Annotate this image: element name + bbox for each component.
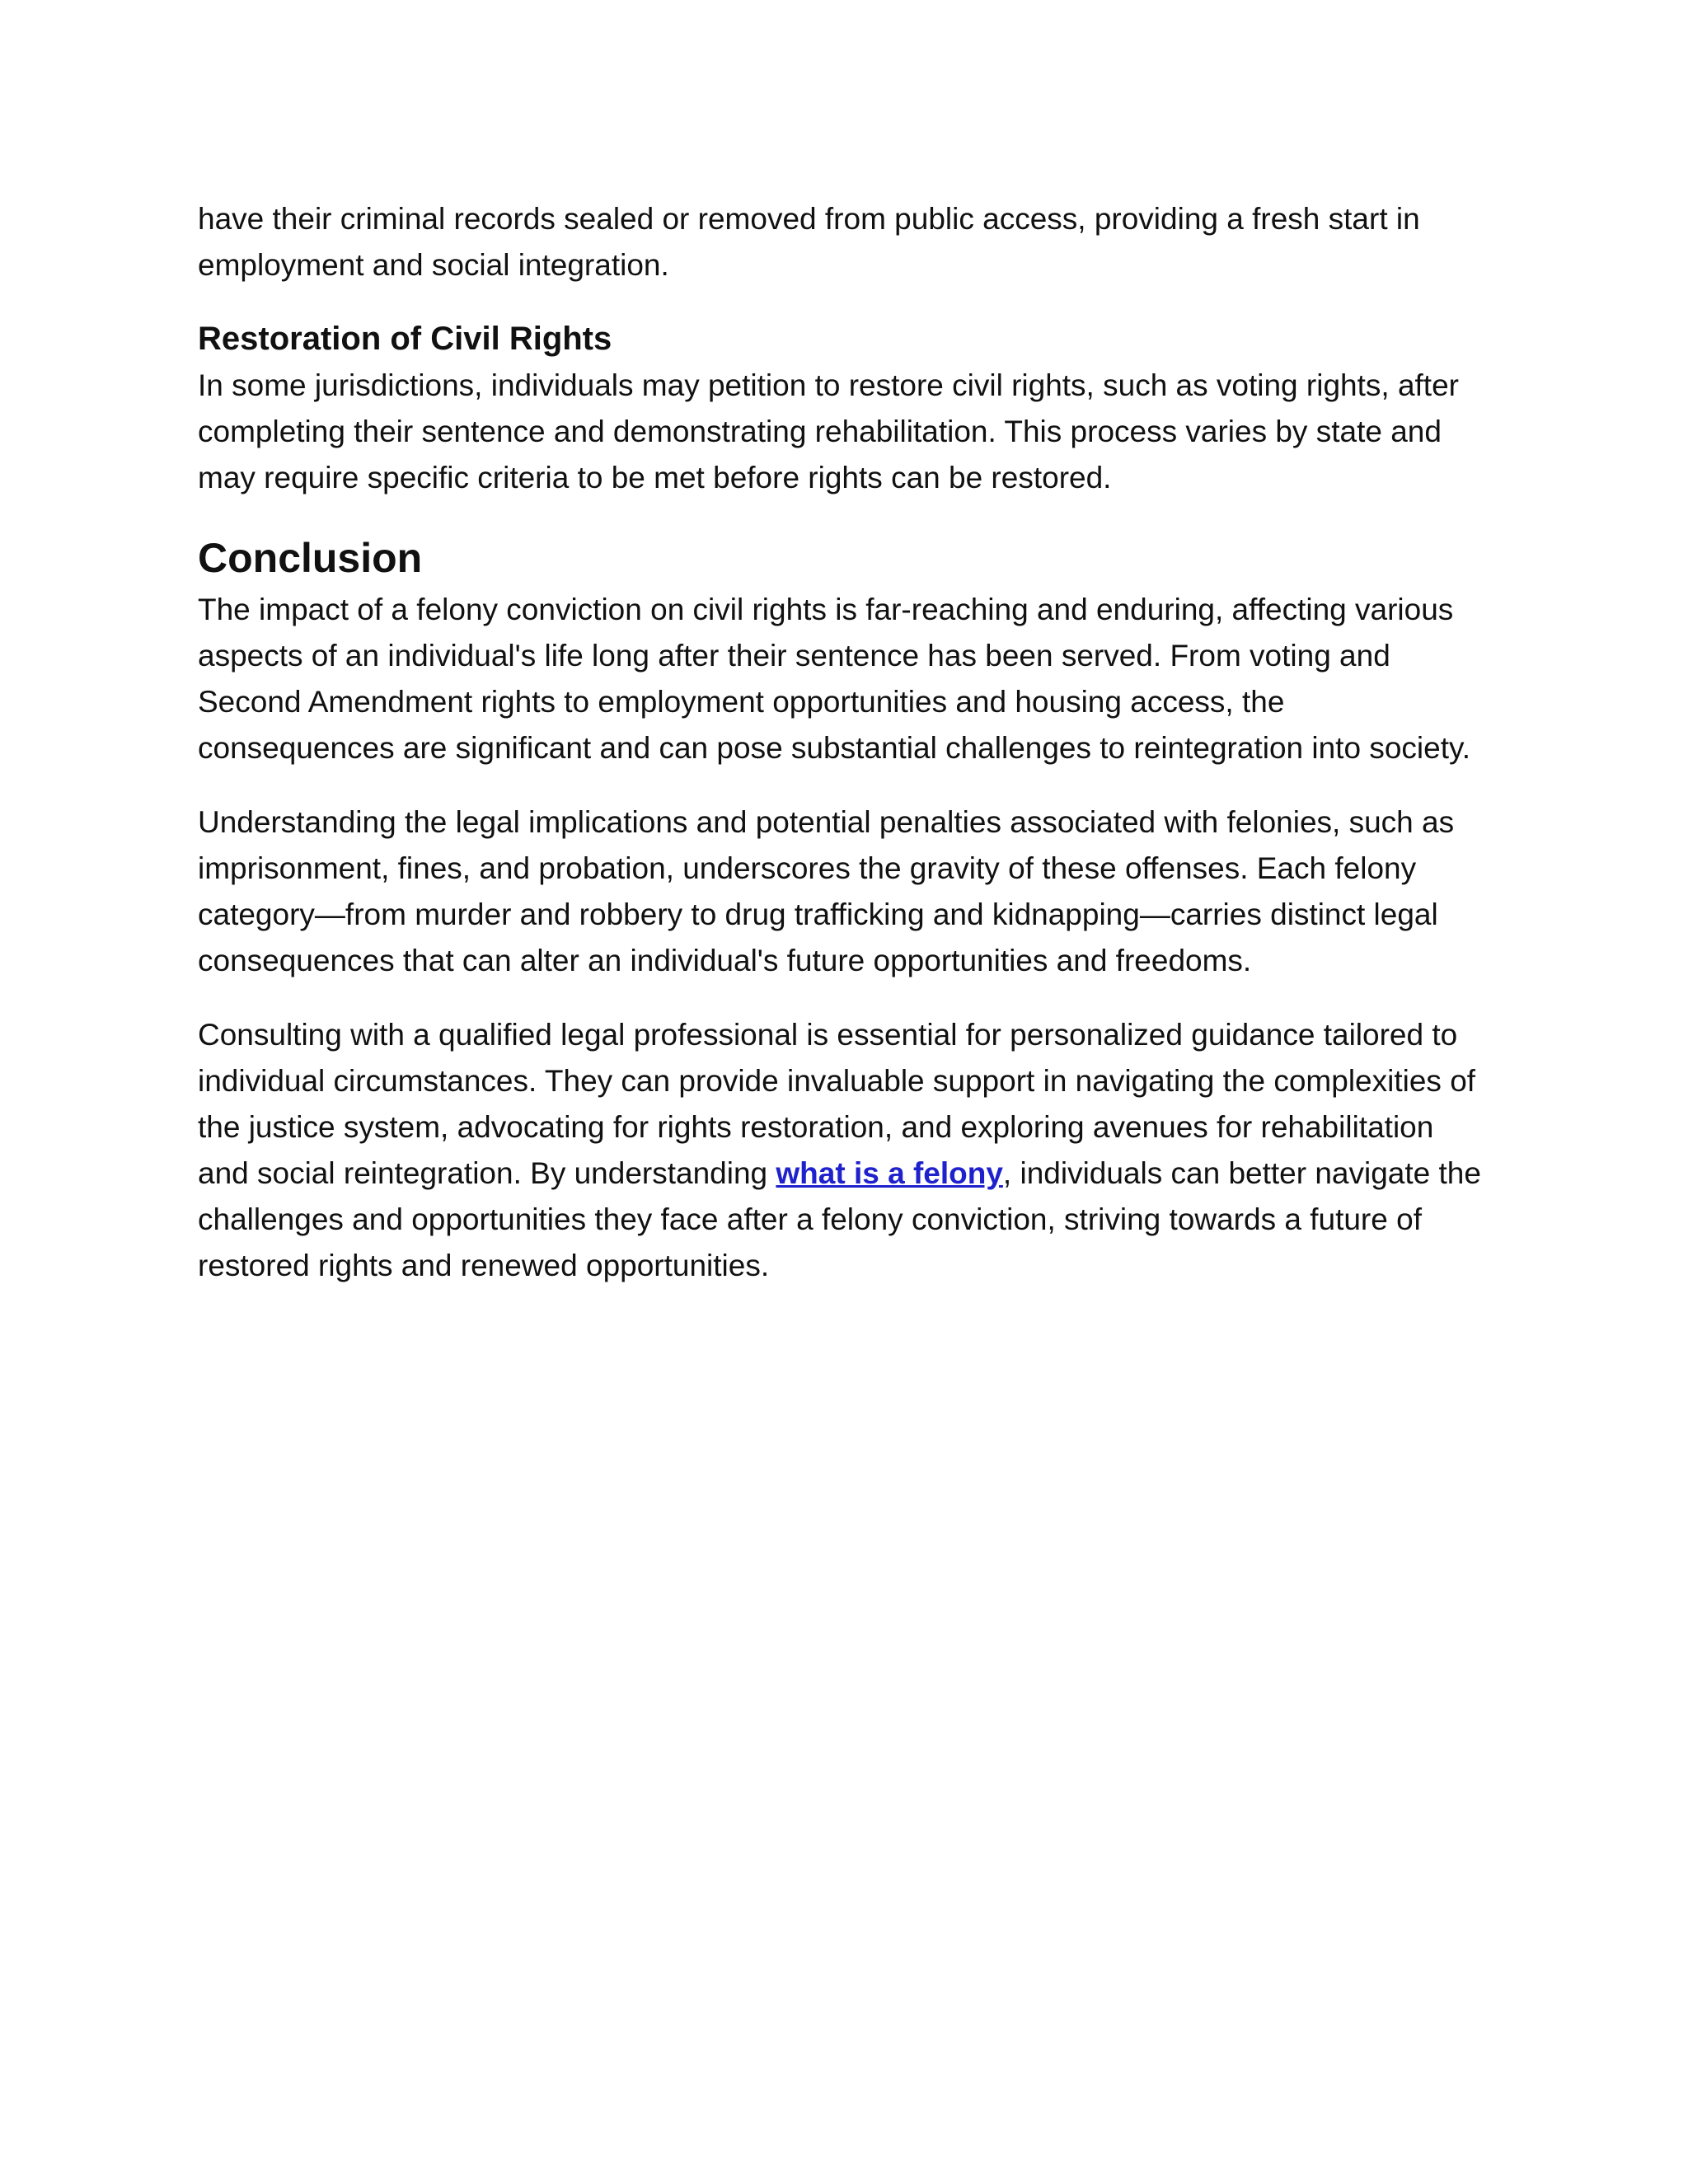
conclusion-paragraph-1: The impact of a felony conviction on civil rights is far-reaching and enduring, affecting various aspects of an individual's life long after their sentence has been served. From voting and Second Amendment rights to employment opportunities and housing access, the consequences are significant and can pose substantial challenges to reintegration into society. [198, 593, 1471, 765]
conclusion-heading: Conclusion [198, 535, 423, 581]
restoration-heading: Restoration of Civil Rights [198, 321, 612, 357]
conclusion-paragraph-2: Understanding the legal implications and potential penalties associated with felonies, such as imprisonment, fines, and probation, underscores the gravity of these offenses. Each felony category—from murder and robbery to drug trafficking and kidnapping—carries distinct legal consequences that can alter an individual's future opportunities and freedoms. [198, 805, 1455, 977]
paragraph-3-text-after-link: , individuals can better navigate the challenges and opportunities they face after a felony conviction, striving towards a future of restored rights and renewed opportunities. [198, 1156, 1481, 1282]
intro-paragraph: have their criminal records sealed or removed from public access, providing a fresh start in employment and social integration. [198, 202, 1420, 282]
paragraph-3-text-before-link: Consulting with a qualified legal professional is essential for personalized guidance tailored to individual circumstances. They can provide invaluable support in navigating the complexities of the justice system, advocating for rights restoration, and exploring avenues for rehabilitation and social reintegration. By understanding [198, 1018, 1476, 1190]
what-is-a-felony-link[interactable]: what is a felony [776, 1156, 1003, 1190]
document-page [198, 196, 1484, 1289]
restoration-paragraph: In some jurisdictions, individuals may petition to restore civil rights, such as voting rights, after completing their sentence and demonstrating rehabilitation. This process varies by state and may require specific criteria to be met before rights can be restored. [198, 368, 1459, 494]
conclusion-paragraph-3 [198, 1012, 1484, 1289]
